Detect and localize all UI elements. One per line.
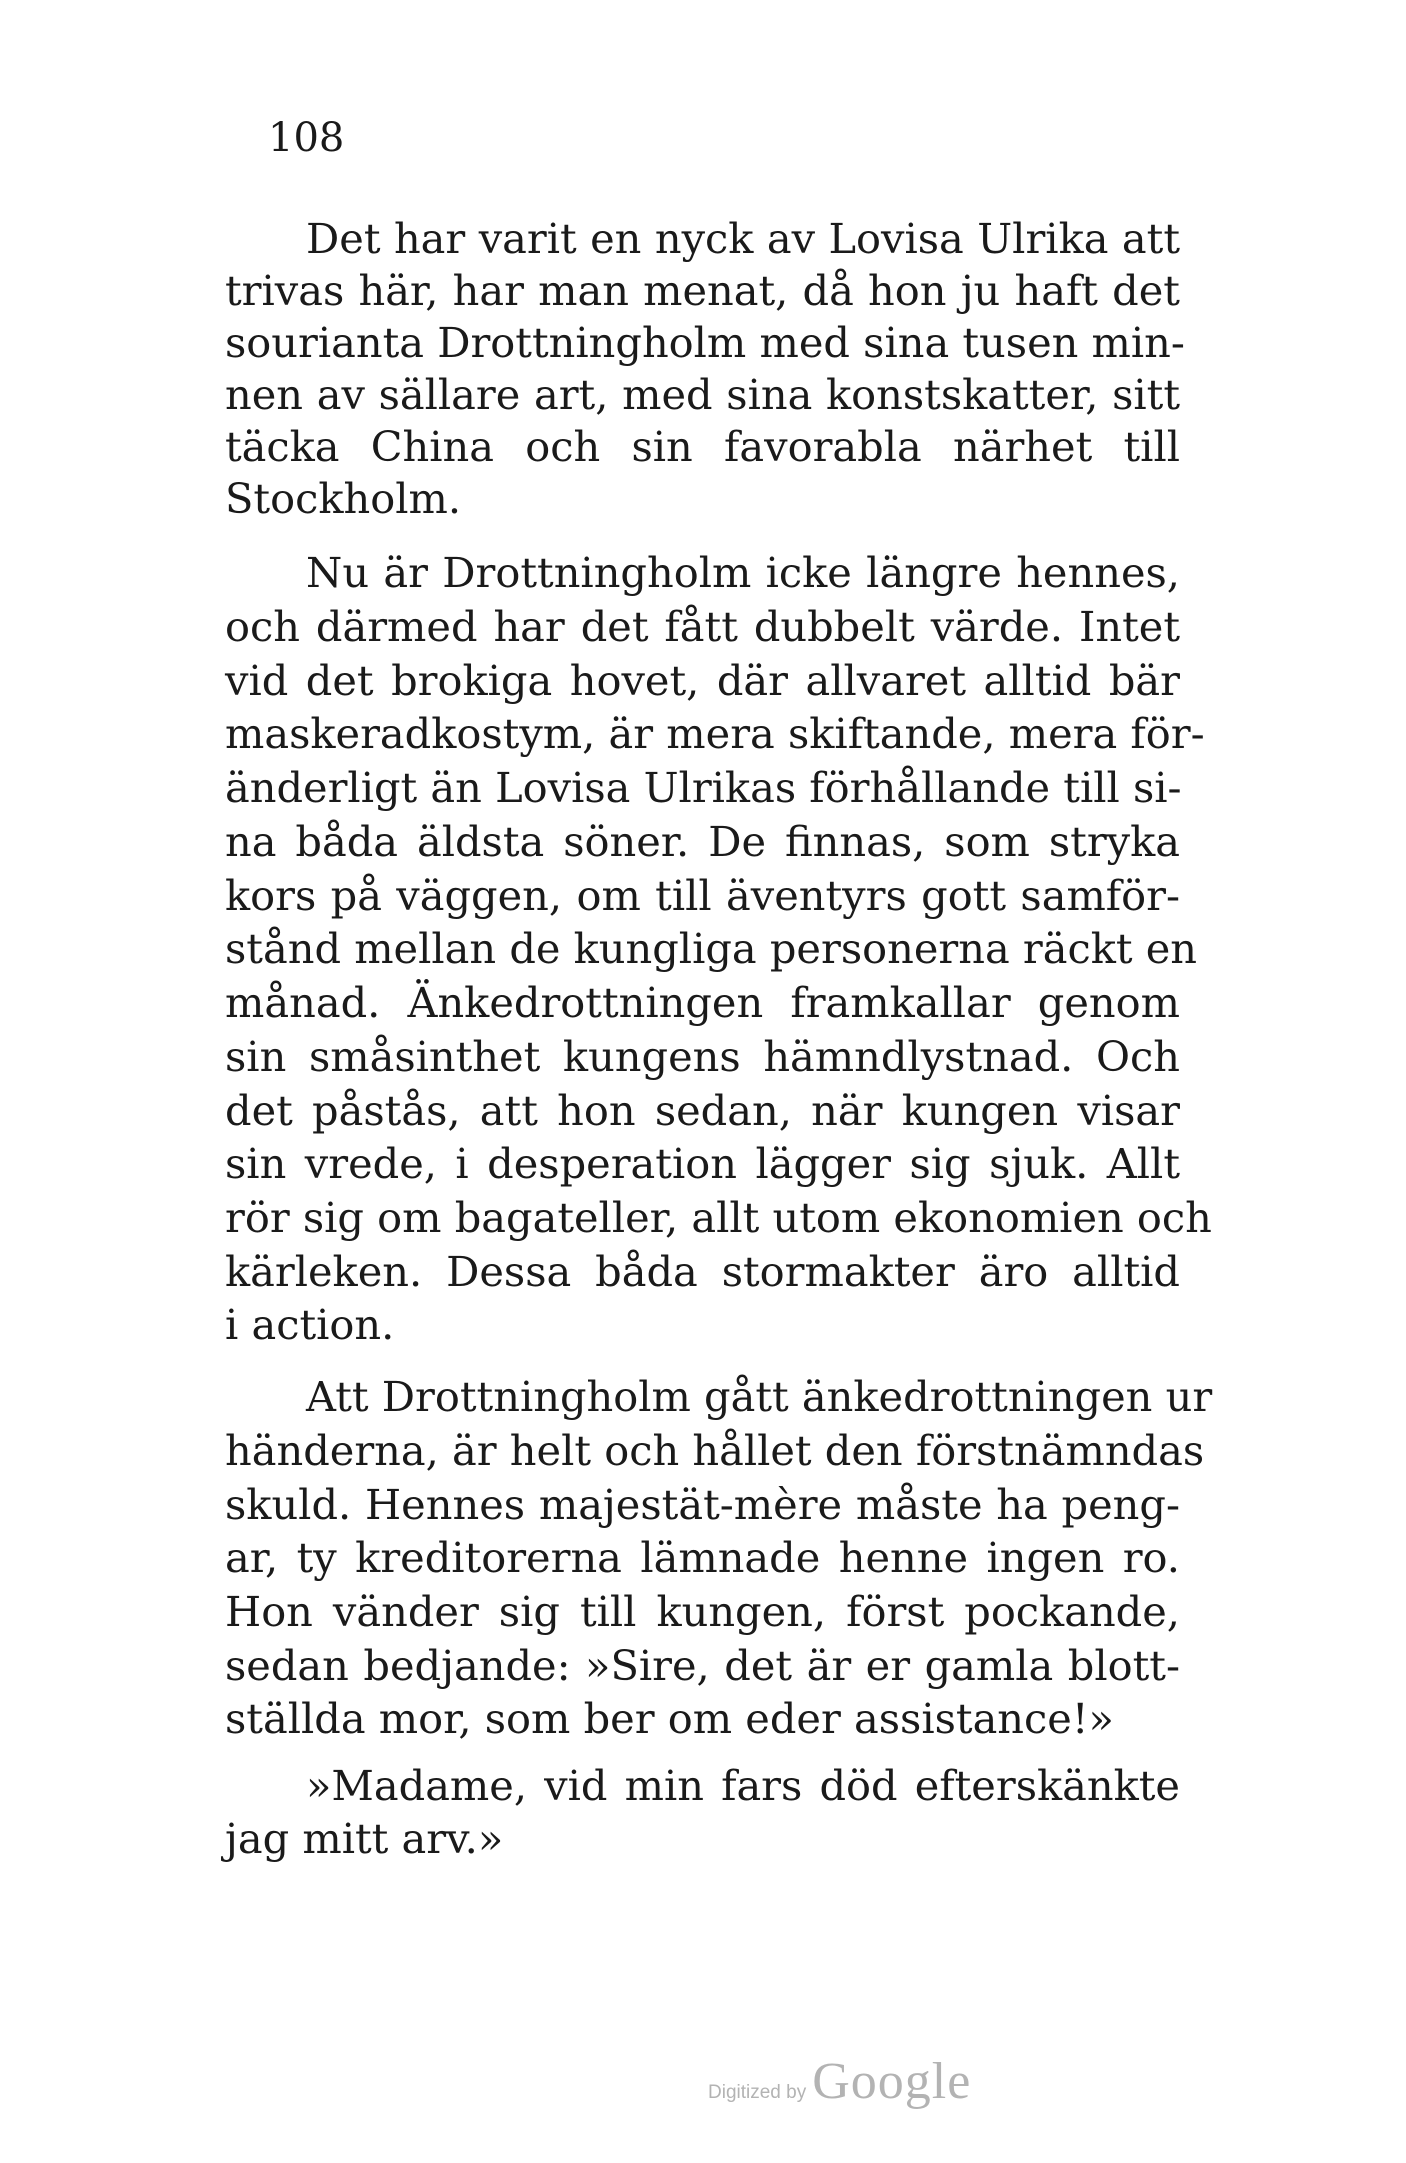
paragraph-2-line-3: vid det brokiga hovet, där allvaret alltid bär bbox=[225, 656, 1180, 705]
paragraph-2-line-10: sin småsinthet kungens hämndlystnad. Och bbox=[225, 1032, 1180, 1081]
paragraph-4-line-1: »Madame, vid min fars död efterskänkte bbox=[306, 1761, 1180, 1810]
paragraph-1-line-5: täcka China och sin favorabla närhet till bbox=[225, 422, 1180, 471]
paragraph-2-line-7: kors på väggen, om till äventyrs gott samför- bbox=[225, 871, 1180, 920]
paragraph-3-line-6: sedan bedjande: »Sire, det är er gamla blott- bbox=[225, 1641, 1180, 1690]
digitized-by-google-watermark bbox=[708, 2052, 971, 2111]
paragraph-1-line-3: sourianta Drottningholm med sina tusen min- bbox=[225, 318, 1185, 367]
paragraph-3-line-1: Att Drottningholm gått änkedrottningen ur bbox=[306, 1372, 1213, 1421]
paragraph-1-line-1: Det har varit en nyck av Lovisa Ulrika att bbox=[306, 214, 1180, 263]
paragraph-2-line-13: rör sig om bagateller, allt utom ekonomien och bbox=[225, 1193, 1212, 1242]
paragraph-2-line-11: det påstås, att hon sedan, när kungen visar bbox=[225, 1086, 1180, 1135]
page-number: 108 bbox=[268, 115, 345, 161]
paragraph-3-line-2: händerna, är helt och hållet den förstnämndas bbox=[225, 1426, 1205, 1475]
paragraph-2-line-5: änderligt än Lovisa Ulrikas förhållande till si- bbox=[225, 763, 1182, 812]
paragraph-2-line-12: sin vrede, i desperation lägger sig sjuk. Allt bbox=[225, 1139, 1180, 1188]
paragraph-1-line-6: Stockholm. bbox=[225, 474, 462, 523]
watermark-prefix: Digitized by bbox=[708, 2082, 807, 2103]
paragraph-2-line-1: Nu är Drottningholm icke längre hennes, bbox=[306, 548, 1180, 597]
paragraph-3-line-3: skuld. Hennes majestät-mère måste ha peng- bbox=[225, 1480, 1180, 1529]
google-logo: Google bbox=[812, 2053, 972, 2110]
paragraph-2-line-9: månad. Änkedrottningen framkallar genom bbox=[225, 978, 1180, 1027]
paragraph-2-line-4: maskeradkostym, är mera skiftande, mera för- bbox=[225, 709, 1205, 758]
paragraph-1-line-2: trivas här, har man menat, då hon ju haft det bbox=[225, 266, 1180, 315]
paragraph-3-line-4: ar, ty kreditorerna lämnade henne ingen ro. bbox=[225, 1533, 1180, 1582]
paragraph-2-line-8: stånd mellan de kungliga personerna räckt en bbox=[225, 924, 1198, 973]
paragraph-2-line-6: na båda äldsta söner. De finnas, som stryka bbox=[225, 817, 1180, 866]
paragraph-2-line-15: i action. bbox=[225, 1300, 395, 1349]
paragraph-3-line-5: Hon vänder sig till kungen, först pockande, bbox=[225, 1587, 1180, 1636]
paragraph-3-line-7: ställda mor, som ber om eder assistance!» bbox=[225, 1694, 1114, 1743]
paragraph-1-line-4: nen av sällare art, med sina konstskatter, sitt bbox=[225, 370, 1180, 419]
paragraph-4-line-2: jag mitt arv.» bbox=[225, 1814, 504, 1863]
paragraph-2-line-2: och därmed har det fått dubbelt värde. Intet bbox=[225, 602, 1180, 651]
paragraph-2-line-14: kärleken. Dessa båda stormakter äro alltid bbox=[225, 1247, 1180, 1296]
